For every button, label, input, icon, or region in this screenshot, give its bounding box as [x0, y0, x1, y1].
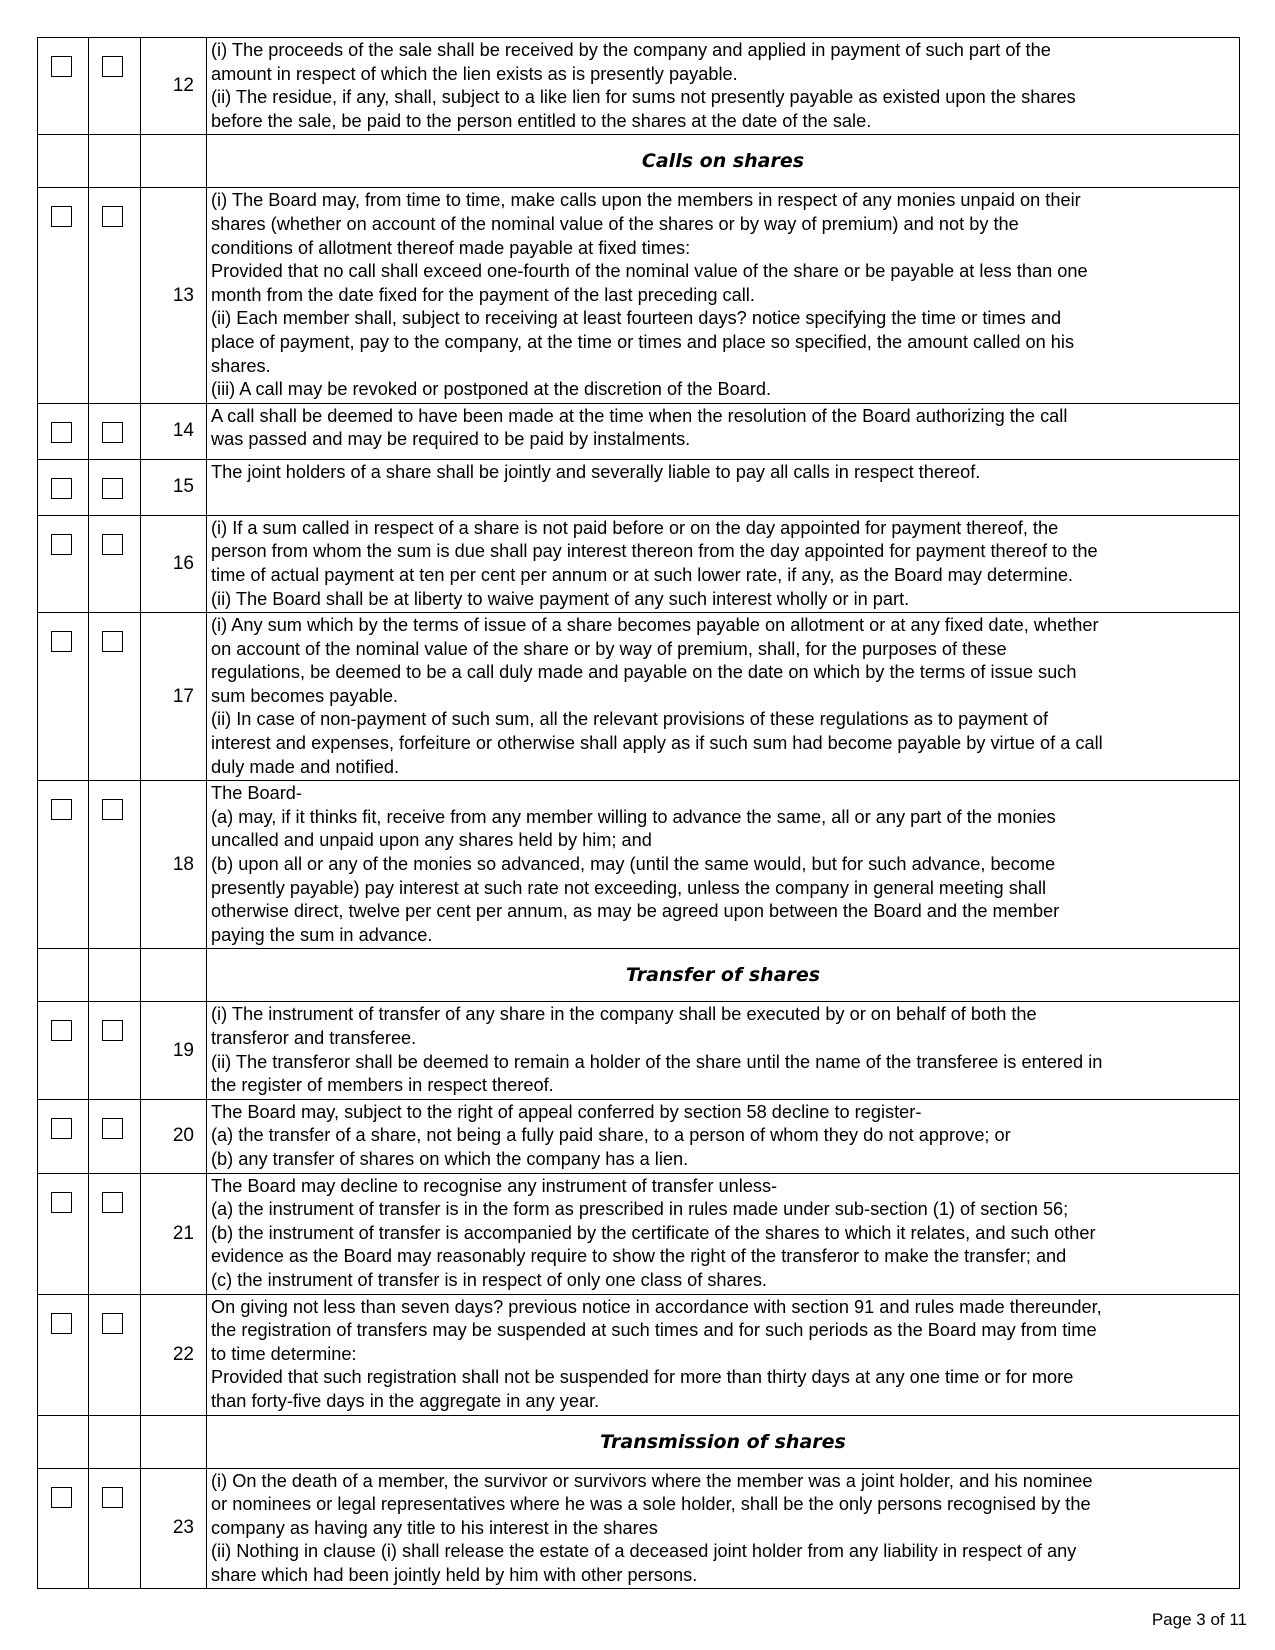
clause-line: or nominees or legal representatives where he was a sole holder, shall be the only persons recognised by the [211, 1494, 1091, 1515]
clause-text [207, 1468, 1240, 1589]
clause-line: (ii) Each member shall, subject to receiving at least fourteen days? notice specifying the time or times and [211, 308, 1062, 329]
section-heading: Transmission of shares [207, 1415, 1240, 1468]
clause-line: conditions of allotment thereof made payable at fixed times: [211, 237, 691, 258]
checkbox-cell [89, 1099, 141, 1173]
clause-line: (ii) Nothing in clause (i) shall release the estate of a deceased joint holder from any liability in respect of any [211, 1541, 1077, 1562]
clause-line: amount in respect of which the lien exists as is presently payable. [211, 63, 738, 84]
clause-line: (iii) A call may be revoked or postponed at the discretion of the Board. [211, 379, 772, 400]
reject-checkbox[interactable] [102, 478, 123, 499]
clause-line: (i) If a sum called in respect of a share is not paid before or on the day appointed for payment thereof, the [211, 517, 1059, 538]
clause-line: (a) the instrument of transfer is in the form as prescribed in rules made under sub-section (1) of section 56; [211, 1199, 1069, 1220]
section-heading-row [38, 135, 1240, 188]
accept-checkbox[interactable] [51, 56, 72, 77]
clause-line: Provided that such registration shall not be suspended for more than thirty days at any one time or for more [211, 1367, 1074, 1388]
reject-checkbox[interactable] [102, 1313, 123, 1334]
clause-row [38, 1173, 1240, 1294]
checkbox-cell [38, 1002, 89, 1099]
clause-line: (i) The Board may, from time to time, make calls upon the members in respect of any monies unpaid on their [211, 190, 1081, 211]
checkbox-cell [89, 1468, 141, 1589]
clause-number: 17 [141, 613, 207, 781]
clause-line: (i) The instrument of transfer of any share in the company shall be executed by or on behalf of both the [211, 1004, 1037, 1025]
clause-line: place of payment, pay to the company, at the time or times and place so specified, the amount called on his [211, 331, 1075, 352]
clause-row [38, 781, 1240, 949]
clause-row [38, 459, 1240, 515]
checkbox-cell [38, 38, 89, 135]
clause-number: 21 [141, 1173, 207, 1294]
clause-line: before the sale, be paid to the person entitled to the shares at the date of the sale. [211, 110, 872, 131]
checkbox-cell [89, 515, 141, 612]
accept-checkbox[interactable] [51, 1192, 72, 1213]
clause-row [38, 188, 1240, 403]
empty-cell [38, 1415, 89, 1468]
checkbox-cell [38, 403, 89, 459]
empty-cell [38, 949, 89, 1002]
clause-line: person from whom the sum is due shall pay interest thereon from the day appointed for payment thereof to the [211, 541, 1098, 562]
clause-number: 19 [141, 1002, 207, 1099]
clause-line: company as having any title to his interest in the shares [211, 1517, 658, 1538]
checkbox-cell [38, 459, 89, 515]
reject-checkbox[interactable] [102, 1487, 123, 1508]
clause-line: than forty-five days in the aggregate in any year. [211, 1390, 600, 1411]
clause-line: regulations, be deemed to be a call duly made and payable on the date on which by the terms of issue such [211, 662, 1077, 683]
clause-line: (i) On the death of a member, the survivor or survivors where the member was a joint holder, and his nominee [211, 1470, 1093, 1491]
clause-line: duly made and notified. [211, 756, 400, 777]
empty-cell [141, 135, 207, 188]
clause-row [38, 1002, 1240, 1099]
accept-checkbox[interactable] [51, 206, 72, 227]
clause-text [207, 188, 1240, 403]
checkbox-cell [38, 188, 89, 403]
accept-checkbox[interactable] [51, 478, 72, 499]
clause-line: shares. [211, 355, 271, 376]
clause-text [207, 1002, 1240, 1099]
clause-line: The Board may, subject to the right of appeal conferred by section 58 decline to register- [211, 1101, 922, 1122]
clause-row [38, 613, 1240, 781]
reject-checkbox[interactable] [102, 799, 123, 820]
clause-line: (ii) The residue, if any, shall, subject to a like lien for sums not presently payable as existed upon the shares [211, 87, 1076, 108]
clause-line: evidence as the Board may reasonably require to show the right of the transferor to make the transfer; and [211, 1246, 1067, 1267]
clause-number: 15 [141, 459, 207, 515]
section-heading: Calls on shares [207, 135, 1240, 188]
clause-line: (a) the transfer of a share, not being a fully paid share, to a person of whom they do not approve; or [211, 1125, 1011, 1146]
clause-text [207, 613, 1240, 781]
checkbox-cell [38, 1468, 89, 1589]
clause-line: The Board- [211, 783, 302, 804]
checkbox-cell [38, 1099, 89, 1173]
clause-number: 12 [141, 38, 207, 135]
reject-checkbox[interactable] [102, 631, 123, 652]
clause-number: 13 [141, 188, 207, 403]
clause-text [207, 515, 1240, 612]
clause-row [38, 1294, 1240, 1415]
clause-line: was passed and may be required to be paid by instalments. [211, 429, 691, 450]
clause-line: (ii) In case of non-payment of such sum, all the relevant provisions of these regulations as to payment of [211, 709, 1049, 730]
clause-line: (i) Any sum which by the terms of issue of a share becomes payable on allotment or at any fixed date, whether [211, 615, 1099, 636]
clause-line: The joint holders of a share shall be jointly and severally liable to pay all calls in respect thereof. [211, 461, 981, 482]
clause-line: On giving not less than seven days? previous notice in accordance with section 91 and rules made thereunder, [211, 1296, 1102, 1317]
articles-table [37, 37, 1240, 1589]
section-heading: Transfer of shares [207, 949, 1240, 1002]
accept-checkbox[interactable] [51, 422, 72, 443]
clause-number: 14 [141, 403, 207, 459]
clause-text [207, 38, 1240, 135]
clause-line: presently payable) pay interest at such rate not exceeding, unless the company in general meeting shall [211, 877, 1047, 898]
reject-checkbox[interactable] [102, 534, 123, 555]
clause-line: transferor and transferee. [211, 1028, 417, 1048]
clause-line: A call shall be deemed to have been made at the time when the resolution of the Board authorizing the call [211, 405, 1068, 426]
empty-cell [141, 1415, 207, 1468]
checkbox-cell [38, 781, 89, 949]
checkbox-cell [38, 1173, 89, 1294]
clause-text [207, 1099, 1240, 1173]
checkbox-cell [89, 459, 141, 515]
clause-line: to time determine: [211, 1343, 357, 1364]
section-heading-row [38, 1415, 1240, 1468]
checkbox-cell [89, 1294, 141, 1415]
clause-text [207, 1294, 1240, 1415]
clause-line: shares (whether on account of the nominal value of the shares or by way of premium) and not by the [211, 213, 1019, 234]
clause-line: (i) The proceeds of the sale shall be received by the company and applied in payment of such part of the [211, 40, 1051, 60]
clause-line: sum becomes payable. [211, 685, 399, 706]
clause-row [38, 1099, 1240, 1173]
accept-checkbox[interactable] [51, 631, 72, 652]
empty-cell [89, 135, 141, 188]
clause-number: 16 [141, 515, 207, 612]
clause-text [207, 781, 1240, 949]
clause-line: share which had been jointly held by him with other persons. [211, 1564, 698, 1585]
empty-cell [141, 949, 207, 1002]
accept-checkbox[interactable] [51, 1118, 72, 1139]
clause-line: the register of members in respect thereof. [211, 1075, 554, 1096]
clause-text [207, 459, 1240, 515]
clause-number: 22 [141, 1294, 207, 1415]
clause-line: (b) any transfer of shares on which the company has a lien. [211, 1148, 689, 1169]
clause-row [38, 38, 1240, 135]
checkbox-cell [89, 781, 141, 949]
clause-row [38, 403, 1240, 459]
accept-checkbox[interactable] [51, 799, 72, 820]
clause-number: 23 [141, 1468, 207, 1589]
clause-number: 20 [141, 1099, 207, 1173]
reject-checkbox[interactable] [102, 1118, 123, 1139]
clause-line: (a) may, if it thinks fit, receive from any member willing to advance the same, all or any part of the monies [211, 806, 1056, 827]
reject-checkbox[interactable] [102, 1020, 123, 1041]
clause-row [38, 1468, 1240, 1589]
checkbox-cell [38, 613, 89, 781]
clause-line: on account of the nominal value of the share or by way of premium, shall, for the purposes of these [211, 638, 1007, 659]
clause-line: (c) the instrument of transfer is in respect of only one class of shares. [211, 1269, 767, 1290]
empty-cell [89, 949, 141, 1002]
clause-line: time of actual payment at ten per cent per annum or at such lower rate, if any, as the Board may determine. [211, 564, 1073, 585]
reject-checkbox[interactable] [102, 56, 123, 77]
clause-row [38, 515, 1240, 612]
section-heading-row [38, 949, 1240, 1002]
checkbox-cell [38, 1294, 89, 1415]
accept-checkbox[interactable] [51, 1020, 72, 1041]
page-number: Page 3 of 11 [1151, 1610, 1247, 1629]
clause-text [207, 403, 1240, 459]
clause-line: (ii) The Board shall be at liberty to waive payment of any such interest wholly or in part. [211, 588, 910, 609]
clause-line: The Board may decline to recognise any instrument of transfer unless- [211, 1175, 778, 1196]
checkbox-cell [89, 38, 141, 135]
checkbox-cell [38, 515, 89, 612]
empty-cell [89, 1415, 141, 1468]
clause-line: otherwise direct, twelve per cent per annum, as may be agreed upon between the Board and the member [211, 901, 1060, 922]
checkbox-cell [89, 613, 141, 781]
checkbox-cell [89, 1002, 141, 1099]
clause-line: paying the sum in advance. [211, 924, 433, 945]
reject-checkbox[interactable] [102, 206, 123, 227]
clause-line: interest and expenses, forfeiture or otherwise shall apply as if such sum had become payable by virtue of a call [211, 733, 1103, 754]
checkbox-cell [89, 1173, 141, 1294]
checkbox-cell [89, 403, 141, 459]
accept-checkbox[interactable] [51, 1487, 72, 1508]
reject-checkbox[interactable] [102, 1192, 123, 1213]
accept-checkbox[interactable] [51, 534, 72, 555]
accept-checkbox[interactable] [51, 1313, 72, 1334]
clause-line: the registration of transfers may be suspended at such times and for such periods as the Board may from time [211, 1320, 1097, 1341]
clause-line: month from the date fixed for the payment of the last preceding call. [211, 284, 755, 305]
reject-checkbox[interactable] [102, 422, 123, 443]
checkbox-cell [89, 188, 141, 403]
clause-line: (b) the instrument of transfer is accompanied by the certificate of the shares to which it relates, and such other [211, 1222, 1096, 1243]
empty-cell [38, 135, 89, 188]
clause-line: (ii) The transferor shall be deemed to remain a holder of the share until the name of the transferee is entered in [211, 1051, 1103, 1072]
clause-number: 18 [141, 781, 207, 949]
clause-line: Provided that no call shall exceed one-fourth of the nominal value of the share or be payable at less than one [211, 261, 1088, 282]
clause-text [207, 1173, 1240, 1294]
clause-line: uncalled and unpaid upon any shares held by him; and [211, 830, 652, 851]
clause-line: (b) upon all or any of the monies so advanced, may (until the same would, but for such advance, become [211, 854, 1056, 875]
